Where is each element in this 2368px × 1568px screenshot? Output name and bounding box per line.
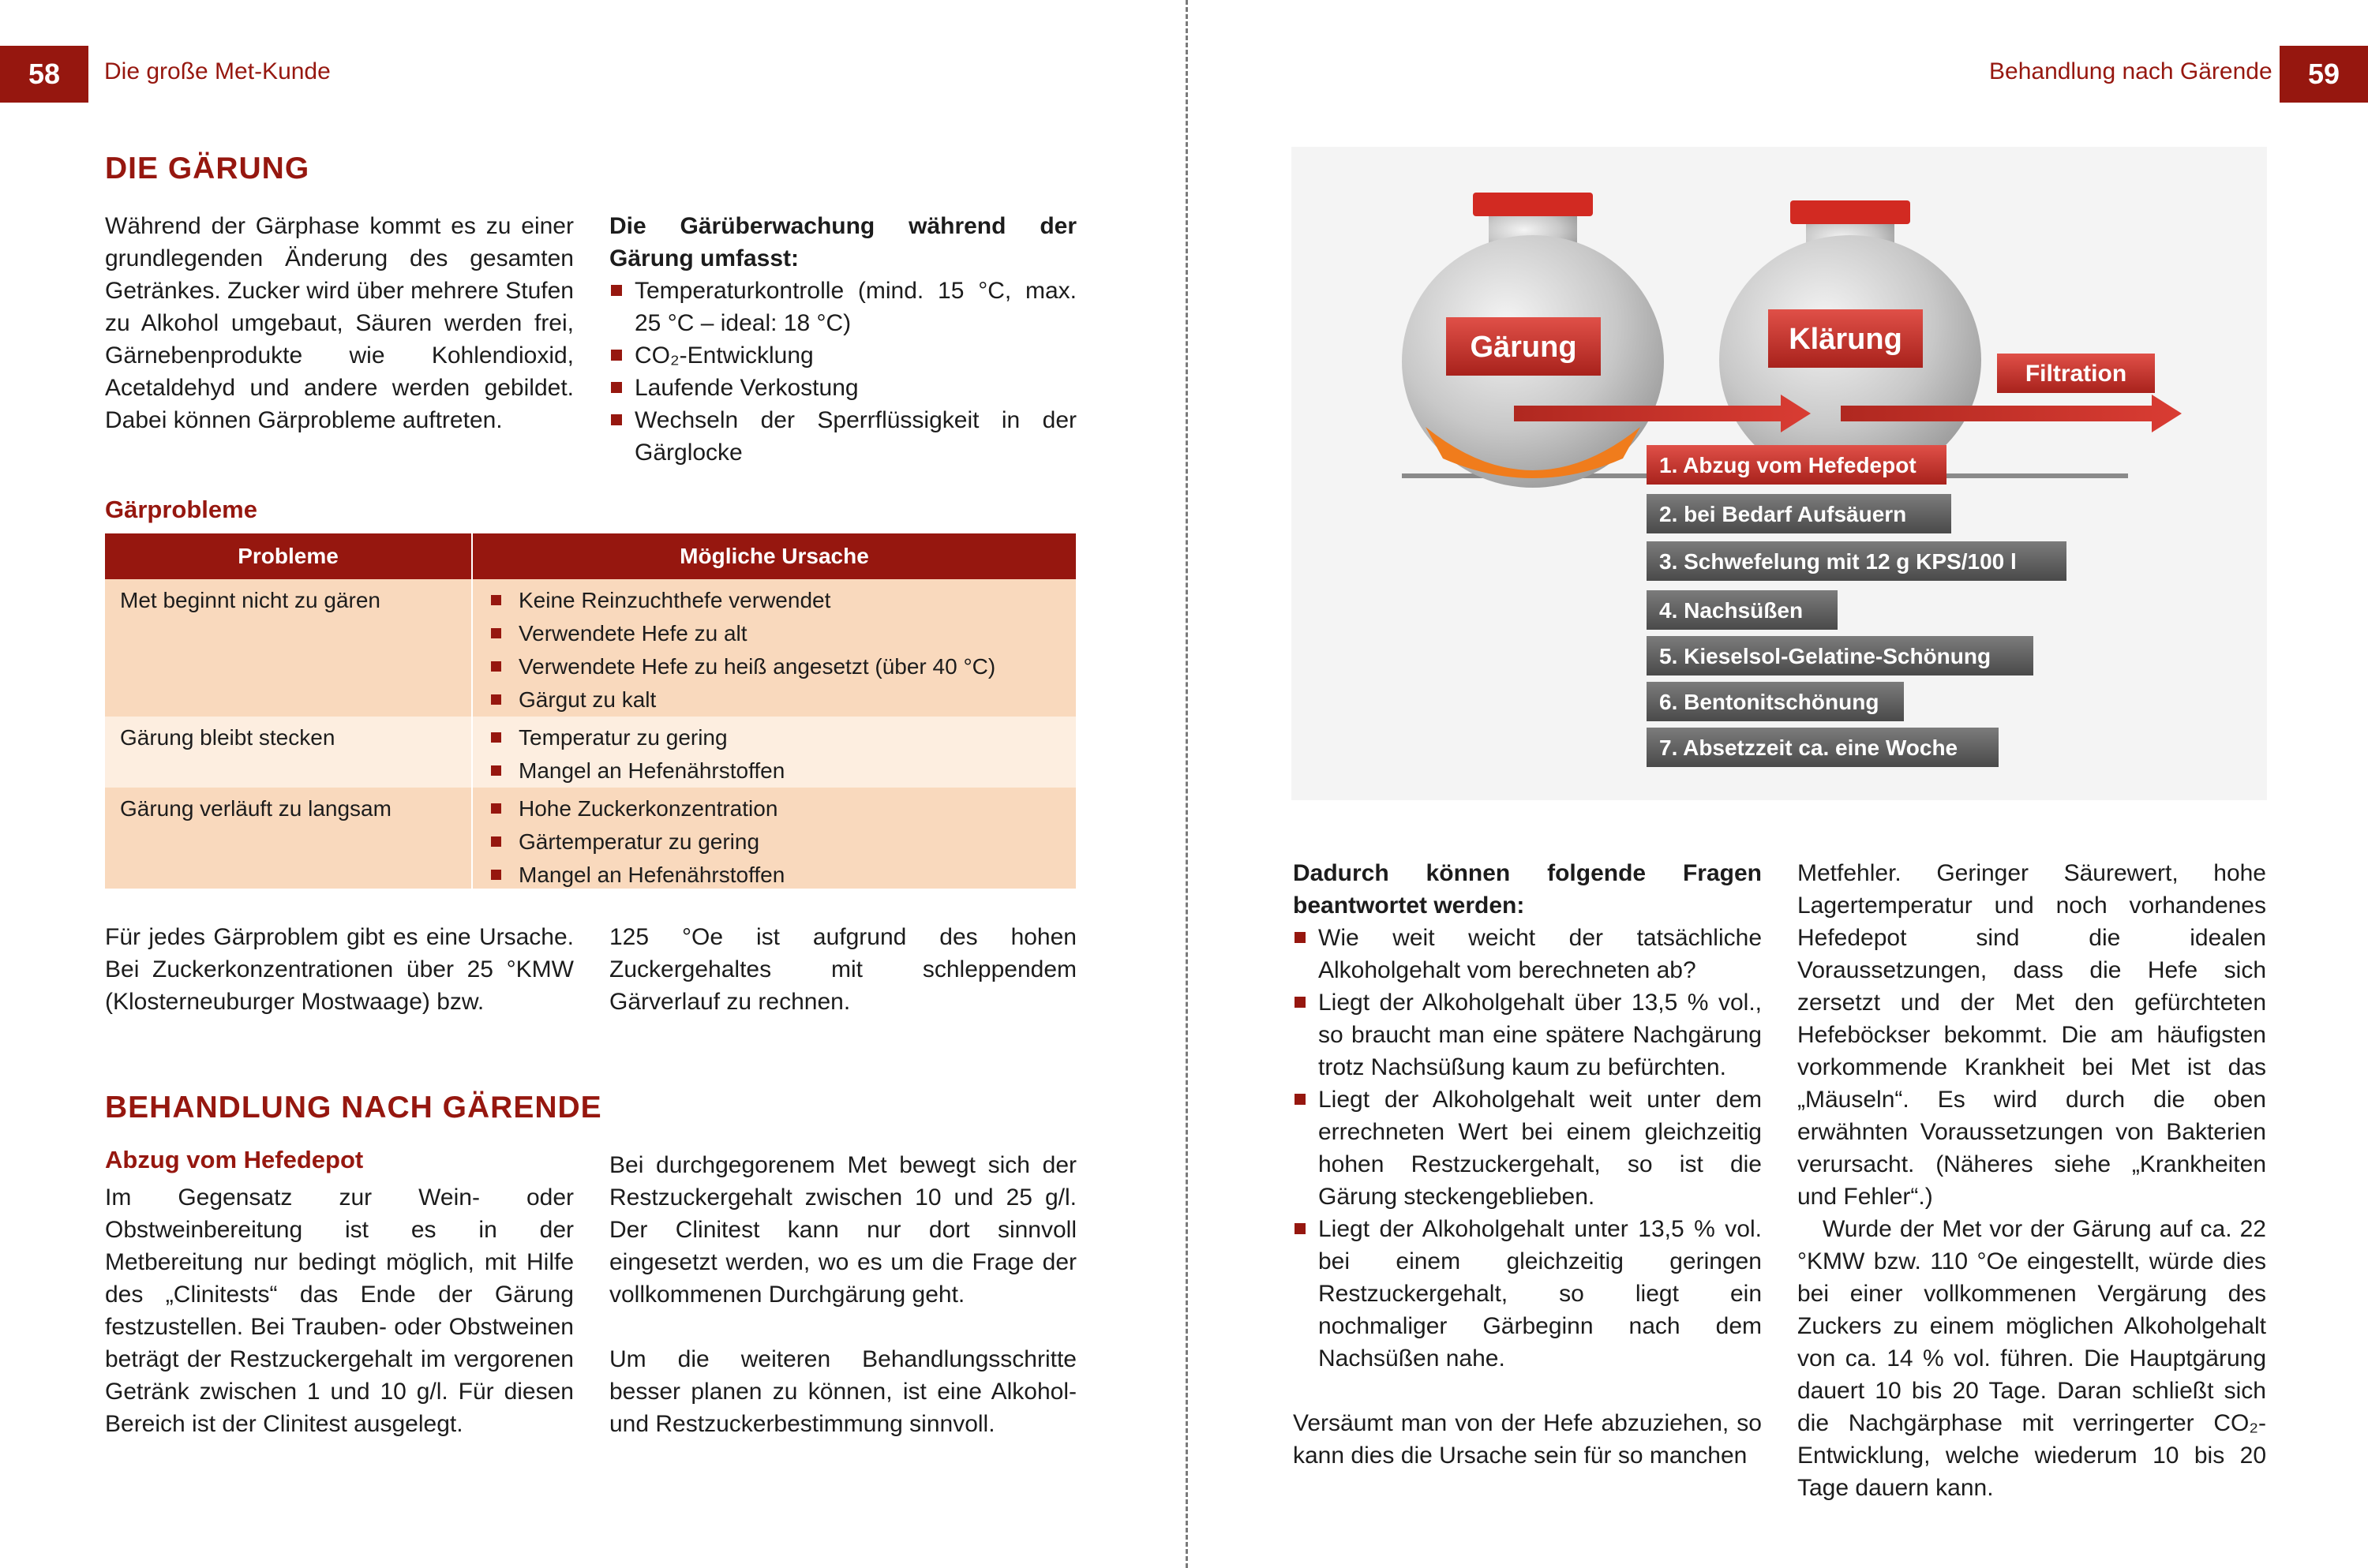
table-row: [105, 717, 1076, 788]
header-problems: Probleme: [238, 544, 339, 568]
running-head-right: Behandlung nach Gärende: [1989, 58, 2272, 84]
behandlung-right-text-2: Um die weiteren Behandlungsschritte besser planen zu können, ist eine Alkohol- und Restzuckerbestimmung sinnvoll.: [609, 1346, 1077, 1437]
list-item: Liegt der Alkoholgehalt über 13,5 % vol., so braucht man eine spätere Nachgärung trotz Nachsüßung kaum zu befürchten.: [1293, 986, 1762, 1083]
table-row: [105, 788, 1076, 889]
step-3: [1647, 541, 2066, 581]
list-item: Liegt der Alkoholgehalt weit unter dem errechneten Wert bei einem gleichzeitig hohen Restzuckergehalt, so ist die Gärung steckengeblieben.: [1293, 1083, 1762, 1213]
list-item: CO₂-Entwicklung: [609, 339, 1077, 372]
list-item: Liegt der Alkoholgehalt unter 13,5 % vol. bei einem gleichzeitig geringen Restzuckergehalt, so liegt ein nochmaliger Gärbeginn nach dem Nachsüßen nahe.: [1293, 1213, 1762, 1375]
svg-text:6. Bentonitschönung: 6. Bentonitschönung: [1659, 690, 1879, 714]
garung-intro: [105, 210, 574, 436]
problems-after-left: Für jedes Gärproblem gibt es eine Ursache. Bei Zuckerkonzentrationen über 25 °KMW (Klosterneuburger Mostwaage) bzw.: [105, 924, 574, 1015]
heading-behandlung: BEHANDLUNG NACH GÄRENDE: [105, 1091, 602, 1125]
list-item: Gärtemperatur zu gering: [489, 825, 1076, 859]
svg-text:2. bei Bedarf Aufsäuern: 2. bei Bedarf Aufsäuern: [1659, 502, 1907, 526]
problems-after-right: 125 °Oe ist aufgrund des hohen Zuckergehaltes mit schleppendem Gärverlauf zu rechnen.: [609, 924, 1077, 1015]
left-tail-text: Versäumt man von der Hefe abzuziehen, so kann dies die Ursache sein für so manchen: [1293, 1410, 1762, 1469]
questions-list: [1293, 922, 1762, 1375]
list-item: Mangel an Hefenährstoffen: [489, 859, 1076, 892]
right-text-column: [1797, 857, 2266, 1504]
heading-garprobleme: Gärprobleme: [105, 496, 257, 523]
garung-intro-text: Während der Gärphase kommt es zu einer grundlegenden Änderung des gesamten Getränkes. Zucker wird über mehrere Stufen zu Alkohol umgebaut, Säuren werden frei, Gärnebenprodukte wie Kohlendioxid, Acetaldehyd und andere werden gebildet. Dabei können Gärprobleme auftreten.: [105, 213, 574, 433]
right-col-text-2: Wurde der Met vor der Gärung auf ca. 22 °KMW bzw. 110 °Oe eingestellt, würde dies bei einer vollkommenen Vergärung des Zuckers zu einem möglichen Alkoholgehalt von ca. 14 % vol. führen. Die Hauptgärung dauert 10 bis 20 Tage. Daran schließt sich die Nachgärphase mit verringerter CO₂-Entwicklung, welche wiederum 10 bis 20 Tage dauern kann.: [1797, 1216, 2266, 1501]
svg-text:4. Nachsüßen: 4. Nachsüßen: [1659, 598, 1804, 623]
list-item: Verwendete Hefe zu heiß angesetzt (über 40 °C): [489, 650, 1076, 683]
problem-cell: Gärung bleibt stecken: [120, 725, 335, 750]
problem-cell: Met beginnt nicht zu gären: [120, 588, 380, 612]
problem-cell: Gärung verläuft zu langsam: [120, 796, 392, 821]
header-causes: Mögliche Ursache: [471, 533, 1076, 579]
list-item: Gärgut zu kalt: [489, 683, 1076, 717]
svg-text:1. Abzug vom Hefedepot: 1. Abzug vom Hefedepot: [1659, 453, 1917, 477]
heading-die-garung: DIE GÄRUNG: [105, 152, 310, 185]
svg-text:5. Kieselsol-Gelatine-Schönung: 5. Kieselsol-Gelatine-Schönung: [1659, 644, 1991, 668]
monitoring-title: Die Gärüberwachung während der Gärung umfasst:: [609, 213, 1077, 271]
questions-title: Dadurch können folgende Fragen beantwortet werden:: [1293, 860, 1762, 919]
step-5: [1647, 636, 2033, 675]
filtration-label: Filtration: [2025, 361, 2127, 387]
page-divider: [1186, 0, 1188, 1568]
list-item: Mangel an Hefenährstoffen: [489, 754, 1076, 788]
treatment-diagram: [1291, 147, 2267, 800]
behandlung-right-col: [609, 1149, 1077, 1440]
list-item: Verwendete Hefe zu alt: [489, 617, 1076, 650]
step-7: [1647, 728, 1999, 767]
svg-text:7. Absetzzeit ca. eine Woche: 7. Absetzzeit ca. eine Woche: [1659, 735, 1958, 760]
tank2-label: Klärung: [1789, 323, 1902, 356]
page-number-left: 58: [0, 46, 88, 103]
step-6: [1647, 682, 1904, 721]
list-item: Hohe Zuckerkonzentration: [489, 792, 1076, 825]
monitoring-list: [609, 275, 1077, 469]
svg-text:3. Schwefelung mit 12 g KPS/10: 3. Schwefelung mit 12 g KPS/100 l: [1659, 549, 2017, 574]
step-2: [1647, 494, 1951, 533]
subheading-abzug: Abzug vom Hefedepot: [105, 1146, 364, 1173]
problems-table: [105, 533, 1076, 889]
list-item: Keine Reinzuchthefe verwendet: [489, 584, 1076, 617]
step-1: [1647, 445, 1946, 485]
questions-column: [1293, 857, 1762, 1472]
list-item: Temperaturkontrolle (mind. 15 °C, max. 25 °C – ideal: 18 °C): [609, 275, 1077, 339]
cause-list: [489, 792, 1076, 892]
list-item: Wechseln der Sperrflüssigkeit in der Gärglocke: [609, 404, 1077, 469]
monitoring-block: [609, 210, 1077, 469]
tank1-label: Gärung: [1470, 331, 1577, 364]
step-4: [1647, 590, 1838, 630]
list-item: Laufende Verkostung: [609, 372, 1077, 404]
clarification-tank: [1719, 200, 1981, 485]
table-row: [105, 579, 1076, 717]
list-item: Temperatur zu gering: [489, 721, 1076, 754]
cause-list: [489, 584, 1076, 717]
cause-list: [489, 721, 1076, 788]
behandlung-left-text: Im Gegensatz zur Wein- oder Obstweinbereitung ist es in der Metbereitung nur bedingt möglich, mit Hilfe des „Clinitests“ das Ende der Gärung festzustellen. Bei Trauben- oder Obstweinen beträgt der Restzuckergehalt im vergorenen Getränk zwischen 1 und 10 g/l. Für diesen Bereich ist der Clinitest ausgelegt.: [105, 1184, 574, 1437]
table-header: [105, 533, 1076, 579]
list-item: Wie weit weicht der tatsächliche Alkoholgehalt vom berechneten ab?: [1293, 922, 1762, 986]
behandlung-right-text-1: Bei durchgegorenem Met bewegt sich der Restzuckergehalt zwischen 10 und 25 g/l. Der Clinitest kann nur dort sinnvoll eingesetzt werden, wo es um die Frage der vollkommenen Durchgärung geht.: [609, 1152, 1077, 1308]
treatment-diagram-svg: [1291, 147, 2267, 800]
fermentation-tank: [1402, 193, 1664, 488]
running-head-left: Die große Met-Kunde: [104, 58, 331, 84]
right-col-text-1: Metfehler. Geringer Säurewert, hohe Lagertemperatur und noch vorhandenes Hefedepot sind die idealen Voraussetzungen, dass die Hefe sich zersetzt und der Met den gefürchteten Hefeböckser bekommt. Die am häufigsten vorkommende Krankheit bei Met ist das „Mäuseln“. Es wird durch die oben erwähnten Voraussetzungen von Bakterien verursacht. (Näheres siehe „Krankheiten und Fehler“.): [1797, 860, 2266, 1210]
page-number-right: 59: [2280, 46, 2368, 103]
